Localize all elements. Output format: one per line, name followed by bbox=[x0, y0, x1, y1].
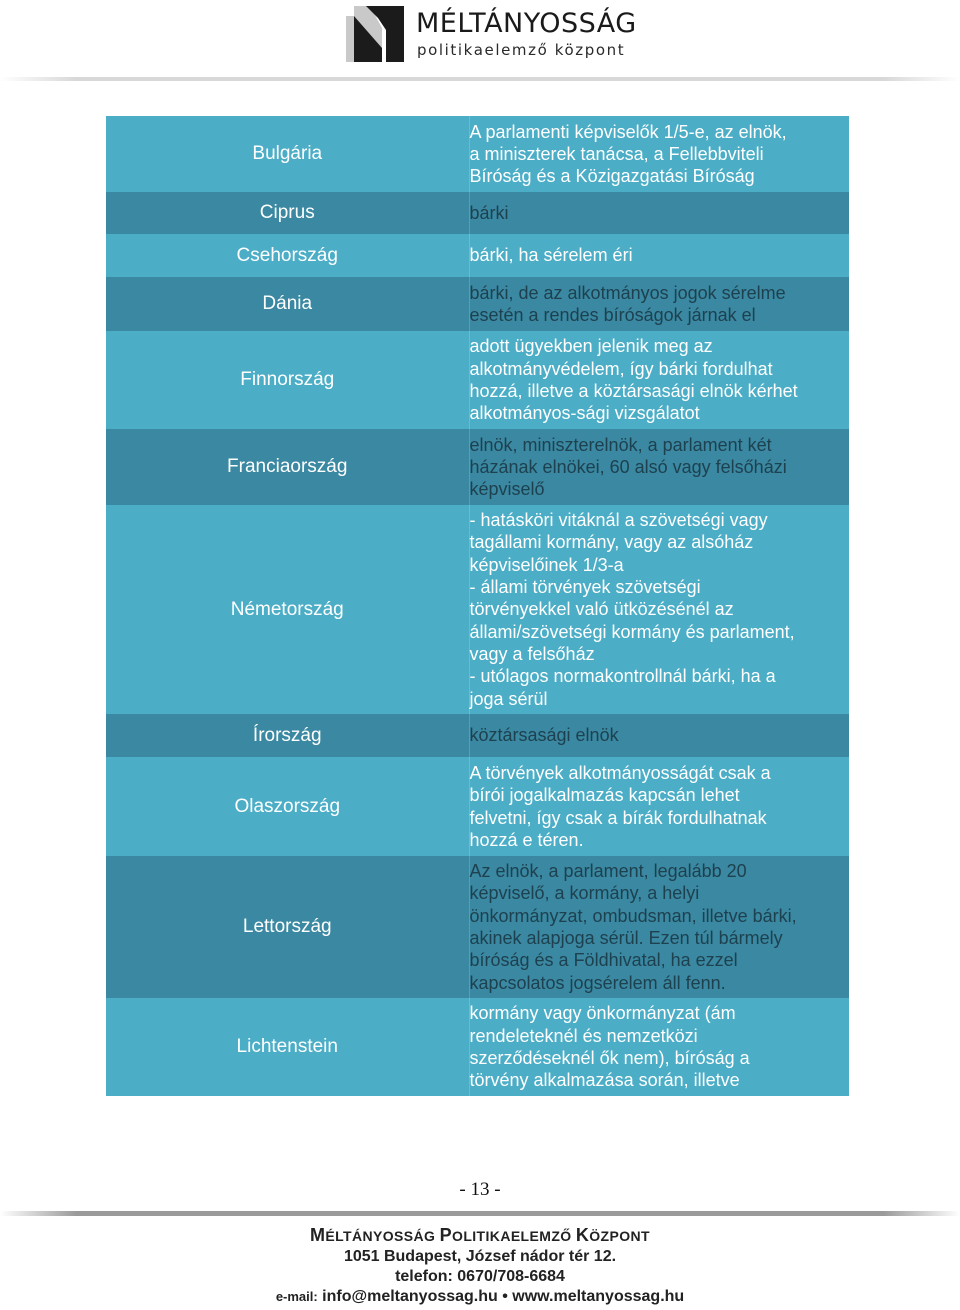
footer-org-name: MÉLTÁNYOSSÁG POLITIKAELEMZŐ KÖZPONT bbox=[310, 1225, 650, 1245]
footer-phone: telefon: 0670/708-6684 bbox=[395, 1268, 565, 1285]
country-cell: Dánia bbox=[106, 277, 469, 331]
country-cell: Ciprus bbox=[106, 192, 469, 234]
table-row bbox=[106, 429, 849, 505]
table-row bbox=[106, 505, 849, 714]
logo-subtitle: politikaelemző központ bbox=[417, 41, 626, 59]
country-cell: Olaszország bbox=[106, 757, 469, 856]
description-cell: bárki, de az alkotmányos jogok sérelme esetén a rendes bíróságok járnak el bbox=[469, 277, 849, 331]
description-cell: - hatásköri vitáknál a szövetségi vagy tagállami kormány, vagy az alsóház képviselőinek 1/3-a - állami törvények szövetségi törvényekkel való ütközésénél az állami/szövetségi kormány és parlament, vagy a felsőház - utólagos normakontrollnál bárki, ha a joga sérül bbox=[469, 505, 849, 714]
logo-m-icon bbox=[346, 6, 404, 62]
description-cell: kormány vagy önkormányzat (ám rendeleteknél és nemzetközi szerződéseknél ők nem), bíróság a törvény alkalmazása során, illetve bbox=[469, 998, 849, 1096]
table-row bbox=[106, 234, 849, 277]
description-cell: bárki bbox=[469, 192, 849, 234]
footer-email-web: info@meltanyossag.hu • www.meltanyossag.hu bbox=[322, 1288, 685, 1305]
table-row bbox=[106, 116, 849, 192]
table-row bbox=[106, 277, 849, 331]
logo-title: MÉLTÁNYOSSÁG bbox=[416, 8, 637, 39]
description-cell: köztársasági elnök bbox=[469, 714, 849, 757]
table-row bbox=[106, 998, 849, 1096]
footer-divider bbox=[0, 1211, 960, 1216]
page-header bbox=[0, 0, 960, 80]
description-cell: bárki, ha sérelem éri bbox=[469, 234, 849, 277]
country-cell: Németország bbox=[106, 505, 469, 714]
constitutional-court-access-table bbox=[106, 116, 849, 1096]
footer-email-label: e-mail: bbox=[275, 1289, 318, 1304]
table-row bbox=[106, 331, 849, 429]
header-divider bbox=[0, 77, 960, 81]
page-number: - 13 - bbox=[459, 1179, 501, 1200]
table-row bbox=[106, 192, 849, 234]
footer-contact bbox=[0, 1288, 960, 1306]
country-cell: Franciaország bbox=[106, 429, 469, 505]
description-cell: Az elnök, a parlament, legalább 20 képviselő, a kormány, a helyi önkormányzat, ombudsman, illetve bárki, akinek alapjoga sérül. Ezen túl bármely bíróság és a Földhivatal, ha ezzel kapcsolatos jogsérelem áll fenn. bbox=[469, 856, 849, 998]
table-row bbox=[106, 856, 849, 998]
description-cell: A parlamenti képviselők 1/5-e, az elnök, a miniszterek tanácsa, a Fellebbviteli Bíróság és a Közigazgatási Bíróság bbox=[469, 116, 849, 192]
table-row bbox=[106, 757, 849, 856]
country-cell: Bulgária bbox=[106, 116, 469, 192]
country-cell: Csehország bbox=[106, 234, 469, 277]
country-cell: Lettország bbox=[106, 856, 469, 998]
description-cell: A törvények alkotmányosságát csak a bírói jogalkalmazás kapcsán lehet felvetni, így csak a bírák fordulhatnak hozzá e téren. bbox=[469, 757, 849, 856]
country-cell: Írország bbox=[106, 714, 469, 757]
description-cell: elnök, miniszterelnök, a parlament két házának elnökei, 60 alsó vagy felsőházi képviselő bbox=[469, 429, 849, 505]
footer-address: 1051 Budapest, József nádor tér 12. bbox=[343, 1248, 617, 1265]
country-cell: Lichtenstein bbox=[106, 998, 469, 1096]
description-cell: adott ügyekben jelenik meg az alkotmányvédelem, így bárki fordulhat hozzá, illetve a köztársasági elnök kérhet alkotmányos-sági vizsgálatot bbox=[469, 331, 849, 429]
country-cell: Finnország bbox=[106, 331, 469, 429]
table-row bbox=[106, 714, 849, 757]
